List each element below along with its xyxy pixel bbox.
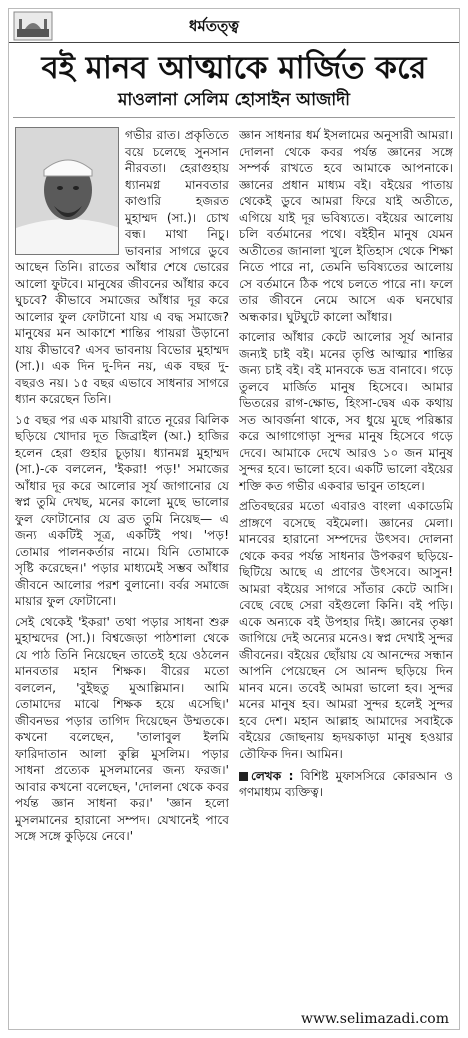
header-divider [9,42,459,43]
article-author: মাওলানা সেলিম হোসাইন আজাদী [117,90,351,110]
paragraph: গভীর রাত। প্রকৃতিতে বয়ে চলেছে সুনসান নীরবতা। হেরাগুহায় ধ্যানমগ্ন মানবতার কাণ্ডারি হজরত মুহাম্মদ (সা.)। চোখ বন্ধ। মাথা নিচু। ভাবনার সাগরে ডুবে আছেন তিনি। রাতের আঁধার শেষে ভোরের আলো ফুটবে। মানুষের জীবনের আঁধার কবে ঘুচবে? কীভাবে সমাজের আঁধার দূর করে আলোর ফুল ফোটানো যায় এ বদ্ধ সমাজে? মানুষের মন আকাশে শান্তির পায়রা উড়ানো যায় কীভাবে? এসব ভাবনায় বিভোর মুহাম্মদ (সা.)। এক দিন দু-দিন নয়, এক বছর দু-বছরও নয়। ১৫ বছর এভাবে সাধনার সাগরে ধ্যান করেছেন তিনি। [15,128,229,406]
article-body [15,127,453,1009]
section-title: ধর্মতত্ত্ব [189,17,239,35]
paragraph: জ্ঞান সাধনার ধর্ম ইসলামের অনুসারী আমরা। দোলনা থেকে কবর পর্যন্ত জ্ঞানের সঙ্গে সম্পর্ক রাখতে হবে আমাকে আপনাকে। জ্ঞানের প্রধান মাধ্যম বই। বইয়ের পাতায় থেকেই ডুবে আমরা ফিরে যাই অতীতে, এগিয়ে যাই দূর ভবিষ্যতে। বইয়ের আলোয় চলি বর্তমানের পথে। বইহীন মানুষ যেমন অতীতের জানালা খুলে ইতিহাস থেকে শিক্ষা নিতে পারে না, তেমনি ভবিষ্যতের আলোয় সে বর্তমানে ঠিক পথে চলতে পারে না। ফলে তার জীবনে নেমে আসে এক ঘনঘোর অন্ধকার। ঘুটঘুটে কালো আঁধার। [239,128,453,324]
title-divider [13,117,455,118]
paragraph: কালোর আঁধার কেটে আলোর সূর্য আনার জন্যই চাই বই। মনের তৃপ্তি আত্মার শান্তির জন্য চাই বই। বই মানবকে ভদ্র বানাবে। গড়ে তুলবে মার্জিত মানুষ হিসেবে। আমার ভিতরের রাগ-ক্ষোভ, হিংসা-দ্বেষ এক কথায় সত আবর্জনা থাকে, সব ধুয়ে মুছে পরিষ্কার করে আগাগোড়া সুন্দর মানুষ হিসেবে গড়ে দেবে। আমাকে দেখে আরও ১০ জন মানুষ সুন্দর হবে। ভালো হবে। একটি ভালো বইয়ের শক্তি কত গভীর একবার ভাবুন তাহলে। [239,330,453,493]
paragraph: প্রতিবছরের মতো এবারও বাংলা একাডেমি প্রাঙ্গণে বসেছে বইমেলা। জ্ঞানের মেলা। মানবের হারানো সম্পদের উৎসব। দোলনা থেকে কবর পর্যন্ত সাধনার উপকরণ ছড়িয়ে-ছিটিয়ে আছে এ প্রাণের উৎসবে। আসুন! আমরা বইয়ের সাগরে সাঁতার কেটে আসি। বেছে বেছে সেরা বইগুলো কিনি। বই পড়ি। একে অন্যকে বই উপহার দিই। জ্ঞানের তৃষ্ণা জাগিয়ে দেই অন্যের মনেও। স্বপ্ন দেখাই সুন্দর জীবনের। বইয়ের ছোঁয়ায় যে আনন্দের সন্ধান আপনি পেয়েছেন সে আনন্দ ছড়িয়ে দিন মানব মনে। তবেই আমরা ভালো হব। সুন্দর মনের মানুষ হব। আমরা সুন্দর হলেই সুন্দর হবে দেশ। মহান আল্লাহ আমাদের সবাইকে বইয়ের জোছনায় হৃদয়কাড়া মানুষ হওয়ার তৌফিক দিন। আমিন। [239,499,453,761]
square-bullet-icon [239,772,248,781]
newspaper-page [8,8,460,1030]
paragraph: সেই থেকেই 'ইকরা' তথা পড়ার সাধনা শুরু মুহাম্মদের (সা.)। বিশ্বজেড়া পাঠশালা থেকে যে পাঠ তিনি নিয়েছেন তাতেই হয়ে ওঠলেন মানবতার মহান শিক্ষক। বীরের মতো বললেন, 'বুইছতু মুআল্লিমান। আমি তোমাদের মাঝে শিক্ষক হয়ে এসেছি।' জীবনভর পড়ার তাগিদ দিয়েছেন উম্মতকে। কখনো বলেছেন, 'তালাবুল ইলমি ফারিদাতান আলা কুল্লি মুসলিম। পড়ার সাধনা প্রত্যেক মুসলমানের জন্য ফরজ।' আবার কখনো বলেছেন, 'দোলনা থেকে কবর পর্যন্ত জ্ঞান সাধনা কর।' 'জ্ঞান হলো মুসলমানের হারানো সম্পদ। যেখানেই পাবে সঙ্গে সঙ্গে কুড়িয়ে নেবে।' [15,614,229,843]
paragraph: ১৫ বছর পর এক মায়াবী রাতে নূরের ঝিলিক ছড়িয়ে খোদার দূত জিব্রাইল (আ.) হাজির হলেন হেরা গুহার চূড়ায়। ধ্যানমগ্ন মুহাম্মদ (সা.)-কে বললেন, 'ইকরা! পড়!' সমাজের আঁধার দূর করে আলোর সূর্য জাগানোর যে স্বপ্ন তুমি দেখছ, মনের কালো মুছে ভালোর ফুল ফোটানোর যে ব্রত তুমি নিয়েছ— এ জন্য একটিই সূত্র, একটিই পথ। 'পড়! তোমার পালনকর্তার নামে। যিনি তোমাকে সৃষ্টি করেছেন।' পড়ার মাধ্যমেই সম্ভব আঁধার জীবনে আলোর পরশ বুলানো। বর্বর সমাজে মায়ার ফুল ফোটানো। [15,412,229,608]
author-photo [15,127,119,255]
left-column [15,127,229,1009]
page-header [9,9,459,43]
writer-description: বিশিষ্ট মুফাসসিরে কোরআন ও গণমাধ্যম ব্যক্তিত্ব। [239,769,453,799]
website-link[interactable]: www.selimazadi.com [301,1011,449,1027]
right-column [239,127,453,1009]
writer-label: লেখক : [251,769,294,783]
portrait-image [16,128,119,255]
article-title: বই মানব আত্মাকে মার্জিত করে [41,50,427,86]
mosque-icon [13,11,53,41]
writer-note [239,768,453,800]
